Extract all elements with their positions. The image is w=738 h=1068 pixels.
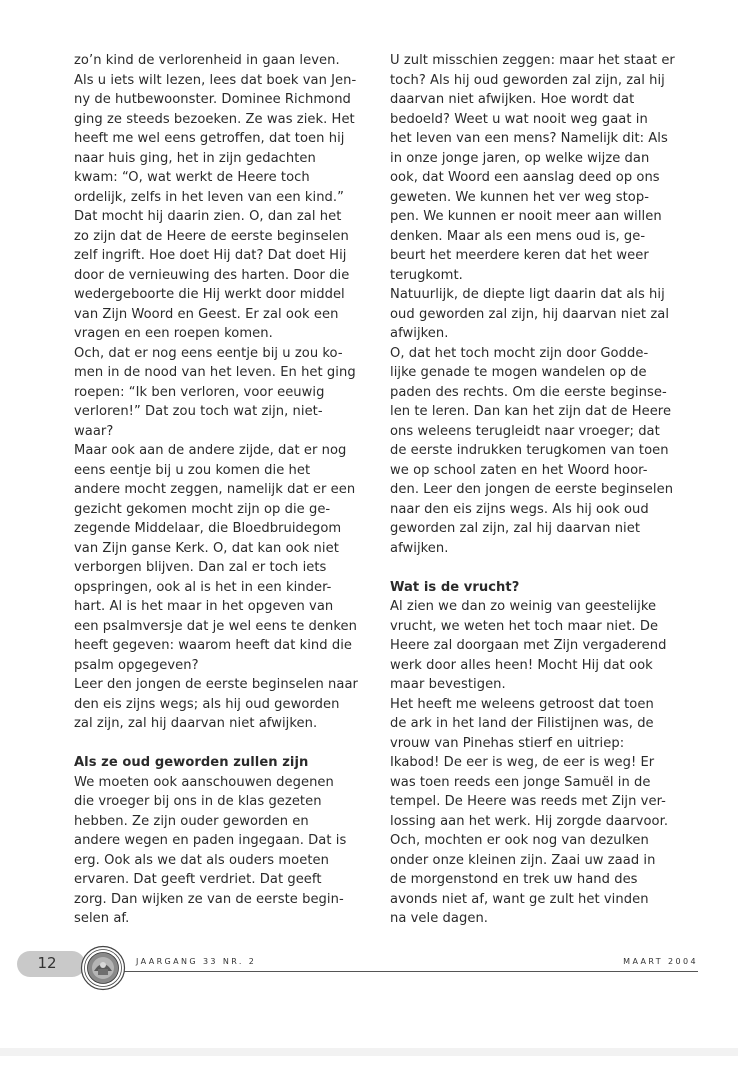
right-paragraph-4: Al zien we dan zo weinig van geestelijke vrucht, we weten het toch maar niet. De Heere zal doorgaan met Zijn vergaderend werk door alles heen! Mocht Hij dat ook maar bevestigen. (390, 599, 667, 692)
left-paragraph-2: Och, dat er nog eens eentje bij u zou ko- men in de nood van het leven. En het ging roepen: “Ik ben verloren, voor eeuwig verloren!” Dat zou toch wat zijn, niet- waar? (74, 345, 356, 439)
paragraph-gap (74, 734, 374, 754)
right-column (390, 51, 690, 929)
school-seal-icon (80, 945, 126, 991)
paragraph-gap (390, 558, 690, 578)
scan-edge-band (0, 1048, 738, 1056)
left-column (74, 51, 374, 929)
left-paragraph-5: We moeten ook aanschouwen degenen die vroeger bij ons in de klas gezeten hebben. Ze zijn ouder geworden en andere wegen en paden ingegaan. Dat is erg. Ook als we dat als ouders moeten ervaren. Dat geeft verdriet. Dat geeft zorg. Dan wijken ze van de eerste begin- selen af. (74, 774, 347, 926)
left-paragraph-1: zo’n kind de verlorenheid in gaan leven. Als u iets wilt lezen, lees dat boek van Jen- ny de hutbewoonster. Dominee Richmond ging ze steeds bezoeken. Ze was ziek. Het heeft me wel eens getroffen, dat toen hij naar huis ging, het in zijn gedachten kwam: “O, wat werkt de Heere toch ordelijk, zelfs in het leven van een kind.” Dat mocht hij daarin zien. O, dan zal het zo zijn dat de Heere de eerste beginselen zelf ingrift. Hoe doet Hij dat? Dat doet Hij door de vernieuwing des harten. Door die wedergeboorte die Hij werkt door middel van Zijn Woord en Geest. Er zal ook een vragen en een roepen komen. (74, 53, 357, 341)
right-paragraph-2: Natuurlijk, de diepte ligt daarin dat als hij oud geworden zal zijn, hij daarvan niet zal afwijken. (390, 287, 670, 341)
left-paragraph-3: Maar ook aan de andere zijde, dat er nog eens eentje bij u zou komen die het andere mocht zeggen, namelijk dat er een gezicht gekomen mocht zijn op die ge- zegende Middelaar, die Bloedbruidegom van Zijn ganse Kerk. O, dat kan ook niet verborgen blijven. Dan zal er toch iets opspringen, ook al is het in een kinder- hart. Al is het maar in het opgeven van een psalmversje dat je wel eens te denken heeft gegeven: waarom heeft dat kind die psalm opgegeven? (74, 443, 357, 673)
left-paragraph-4: Leer den jongen de eerste beginselen naar den eis zijns wegs; als hij oud geworden zal zijn, zal hij daarvan niet afwijken. (74, 677, 358, 731)
issue-date: MAART 2004 (623, 957, 698, 966)
right-paragraph-1: U zult misschien zeggen: maar het staat er toch? Als hij oud geworden zal zijn, zal hij daarvan niet afwijken. Hoe wordt dat bedoeld? Weet u wat nooit weg gaat in het leven van een mens? Namelijk dit: Als in onze jonge jaren, op welke wijze dan ook, dat Woord een aanslag deed op ons geweten. We kunnen het ver weg stop- pen. We kunnen er nooit meer aan willen denken. Maar als een mens oud is, ge- beurt het meerdere keren dat het weer terugkomt. (390, 53, 675, 283)
right-paragraph-3: O, dat het toch mocht zijn door Godde- lijke genade te mogen wandelen op de paden des rechts. Om die eerste beginse- len te leren. Dan kan het zijn dat de Heere ons weleens terugleidt naar vroeger; dat de eerste indrukken terugkomen van toen we op school zaten en het Woord hoor- den. Leer den jongen de eerste beginselen naar den eis zijns wegs. Als hij ook oud geworden zal zijn, zal hij daarvan niet afwijken. (390, 345, 674, 556)
right-paragraph-5: Het heeft me weleens getroost dat toen de ark in het land der Filistijnen was, de vrouw van Pinehas stierf en uitriep: Ikabod! De eer is weg, de eer is weg! Er was toen reeds een jonge Samuël in de tempel. De Heere was reeds met Zijn ver- lossing aan het werk. Hij zorgde daarvoor. Och, mochten er ook nog van dezulken onder onze kleinen zijn. Zaai uw zaad in de morgenstond en trek uw hand des avonds niet af, want ge zult het vinden na vele dagen. (390, 696, 669, 926)
section-heading-fruit: Wat is de vrucht? (390, 579, 520, 595)
page-number: 12 (37, 954, 57, 972)
section-heading-old: Als ze oud geworden zullen zijn (74, 755, 309, 770)
volume-label: JAARGANG 33 NR. 2 (136, 957, 257, 966)
page-footer (0, 945, 738, 985)
footer-rule (124, 971, 698, 972)
